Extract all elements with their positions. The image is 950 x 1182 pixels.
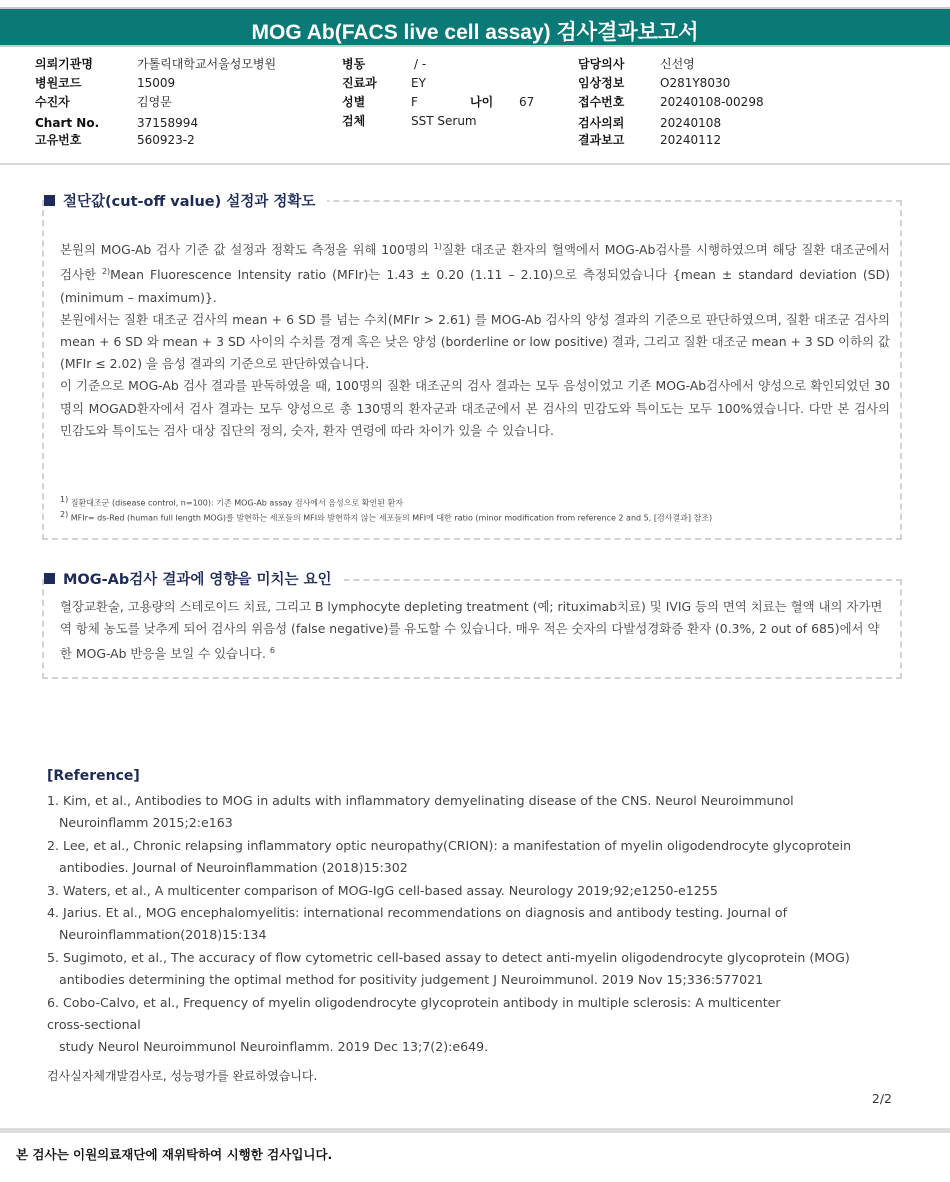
section-body-cutoff bbox=[60, 236, 890, 442]
info-value: 20240108 bbox=[660, 116, 722, 130]
info-value: 20240108-00298 bbox=[660, 95, 764, 109]
info-label: 성별 bbox=[342, 95, 366, 109]
footer-divider bbox=[0, 1128, 950, 1133]
paragraph: 본원에서는 질환 대조군 검사의 mean + 6 SD 를 넘는 수치(MFIr > 2.61) 를 MOG-Ab 검사의 양성 결과의 기준으로 판단하였으며, 질환 대조군 검사의 mean + 6 SD 와 mean + 3 SD 사이의 수치를 경계 혹은 낮은 양성 (borderline or low positive) 결과, 그리고 질환 대조군 mean + 3 SD 이하의 값 (MFIr ≤ 2.02) 을 음성 결과의 기준으로 판단하였습니다. bbox=[60, 311, 890, 372]
header-divider bbox=[0, 163, 950, 165]
info-label: 결과보고 bbox=[578, 133, 625, 147]
info-label: 고유번호 bbox=[35, 133, 82, 147]
footnote-1: $^{1)}$ 질환대조군 (disease control, n=100): 기존 MOG-Ab assay 검사에서 음성으로 확인된 환자 bbox=[60, 495, 403, 508]
section-square-icon bbox=[44, 195, 55, 206]
info-value: 67 bbox=[519, 95, 535, 109]
info-label: 병원코드 bbox=[35, 76, 82, 90]
info-label: 검사의뢰 bbox=[578, 116, 625, 130]
reference-item: 1. Kim, et al., Antibodies to MOG in adults with inflammatory demyelinating disease of the CNS. Neurol Neuroimmunol Neuroinflamm 2015;2:e163 bbox=[47, 793, 794, 831]
info-value: EY bbox=[411, 76, 426, 90]
reference-list bbox=[47, 790, 897, 1059]
reference-title: [Reference] bbox=[47, 768, 140, 784]
info-value: 김영문 bbox=[137, 95, 172, 109]
info-label: 병동 bbox=[342, 57, 366, 71]
section-heading-factors: MOG-Ab검사 결과에 영향을 미치는 요인 bbox=[44, 568, 344, 589]
info-value: 20240112 bbox=[660, 133, 722, 147]
info-value: SST Serum bbox=[411, 114, 477, 128]
paragraph: 이 기준으로 MOG-Ab 검사 결과를 판독하였을 때, 100명의 질환 대조군의 검사 결과는 모두 음성이었고 기존 MOG-Ab검사에서 양성으로 확인되었던 30명의 MOGAD환자에서 검사 결과는 모두 양성으로 총 130명의 환자군과 대조군에서 본 검사의 민감도와 특이도는 모두 100%였습니다. 다만 본 검사의 민감도와 특이도는 검사 대상 집단의 정의, 숫자, 환자 연령에 따라 차이가 있을 수 있습니다. bbox=[60, 378, 890, 438]
info-value: 가톨릭대학교서울성모병원 bbox=[137, 57, 277, 71]
info-value: / - bbox=[414, 57, 427, 71]
info-label: 검체 bbox=[342, 114, 366, 128]
bottom-note: 본 검사는 이원의료재단에 재위탁하여 시행한 검사입니다. bbox=[16, 1147, 333, 1162]
section-body-factors: 혈장교환술, 고용량의 스테로이드 치료, 그리고 B lymphocyte depleting treatment (예; rituximab치료) 및 IVIG 등의 면역 치료는 혈액 내의 자가면역 항체 농도를 낮추게 되어 검사의 위음성 (false negative)를 유도할 수 있습니다. 매우 적은 숫자의 다발성경화증 환자 (0.3%, 2 out of 685)에서 약한 MOG-Ab 반응을 보일 수 있습니다. $^6$ bbox=[60, 599, 883, 662]
info-label: 임상정보 bbox=[578, 76, 625, 90]
info-label: 의뢰기관명 bbox=[35, 57, 93, 71]
reference-item: 4. Jarius. Et al., MOG encephalomyelitis: international recommendations on diagnosis and antibody testing. Journal of Neuroinflammation(2018)15:134 bbox=[47, 905, 788, 943]
reference-item: 2. Lee, et al., Chronic relapsing inflammatory optic neuropathy(CRION): a manifestation of myelin oligodendrocyte glycoprotein antibodies. Journal of Neuroinflammation (2018)15:302 bbox=[47, 837, 852, 876]
info-label: 접수번호 bbox=[578, 95, 625, 109]
info-value: 신선영 bbox=[660, 57, 695, 71]
info-value: F bbox=[411, 95, 418, 109]
info-label: 나이 bbox=[470, 95, 494, 109]
footnote-2: $^{2)}$ MFIr= ds-Red (human full length MOG)를 발현하는 세포들의 MFI와 발현하지 않는 세포들의 MFI에 대한 ratio (minor modification from reference 2 and 5, [검사결과] 참조) bbox=[60, 509, 713, 523]
validation-note: 검사실자체개발검사로, 성능평가를 완료하였습니다. bbox=[47, 1069, 318, 1083]
info-value: 560923-2 bbox=[137, 133, 195, 147]
reference-item: 6. Cobo-Calvo, et al., Frequency of myelin oligodendrocyte glycoprotein antibody in multiple sclerosis: A multicenter cross-sectional study Neurol Neuroimmunol Neuroinflamm. 2019 Dec 13;7(2):e649. bbox=[47, 994, 781, 1055]
info-label: 진료과 bbox=[342, 76, 377, 90]
section-square-icon bbox=[44, 573, 55, 584]
reference-item: 5. Sugimoto, et al., The accuracy of flow cytometric cell-based assay to detect anti-myelin oligodendrocyte glycoprotein (MOG) antibodies determining the optimal method for positivity judgement J Neuroimmunol. 2019 Nov 15;336:577021 bbox=[47, 949, 850, 988]
info-label: 수진자 bbox=[35, 95, 70, 109]
footnotes bbox=[60, 494, 890, 523]
info-label: 담당의사 bbox=[578, 57, 625, 71]
page-number: 2/2 bbox=[871, 1091, 892, 1106]
info-value: 37158994 bbox=[137, 116, 199, 130]
reference-item: 3. Waters, et al., A multicenter comparison of MOG-IgG cell-based assay. Neurology 2019;92;e1250-e1255 bbox=[47, 882, 718, 898]
report-title: MOG Ab(FACS live cell assay) 검사결과보고서 bbox=[251, 21, 699, 44]
section-heading-cutoff: 절단값(cut-off value) 설정과 정확도 bbox=[44, 190, 327, 211]
info-value: 15009 bbox=[137, 76, 176, 90]
info-value: O281Y8030 bbox=[660, 76, 731, 90]
paragraph: 본원의 MOG-Ab 검사 기준 값 설정과 정확도 측정을 위해 100명의 $^{1)}$질환 대조군 환자의 혈액에서 MOG-Ab검사를 시행하였으며 해당 질환 대조군에서 검사한 $^{2)}$Mean Fluorescence Intensity ratio (MFIr)는 1.43 ± 0.20 (1.11 – 2.10)으로 측정되었습니다 {mean ± standard deviation (SD) (minimum – maximum)}. bbox=[60, 242, 890, 305]
info-label: Chart No. bbox=[35, 116, 100, 130]
patient-info-block bbox=[0, 0, 950, 160]
